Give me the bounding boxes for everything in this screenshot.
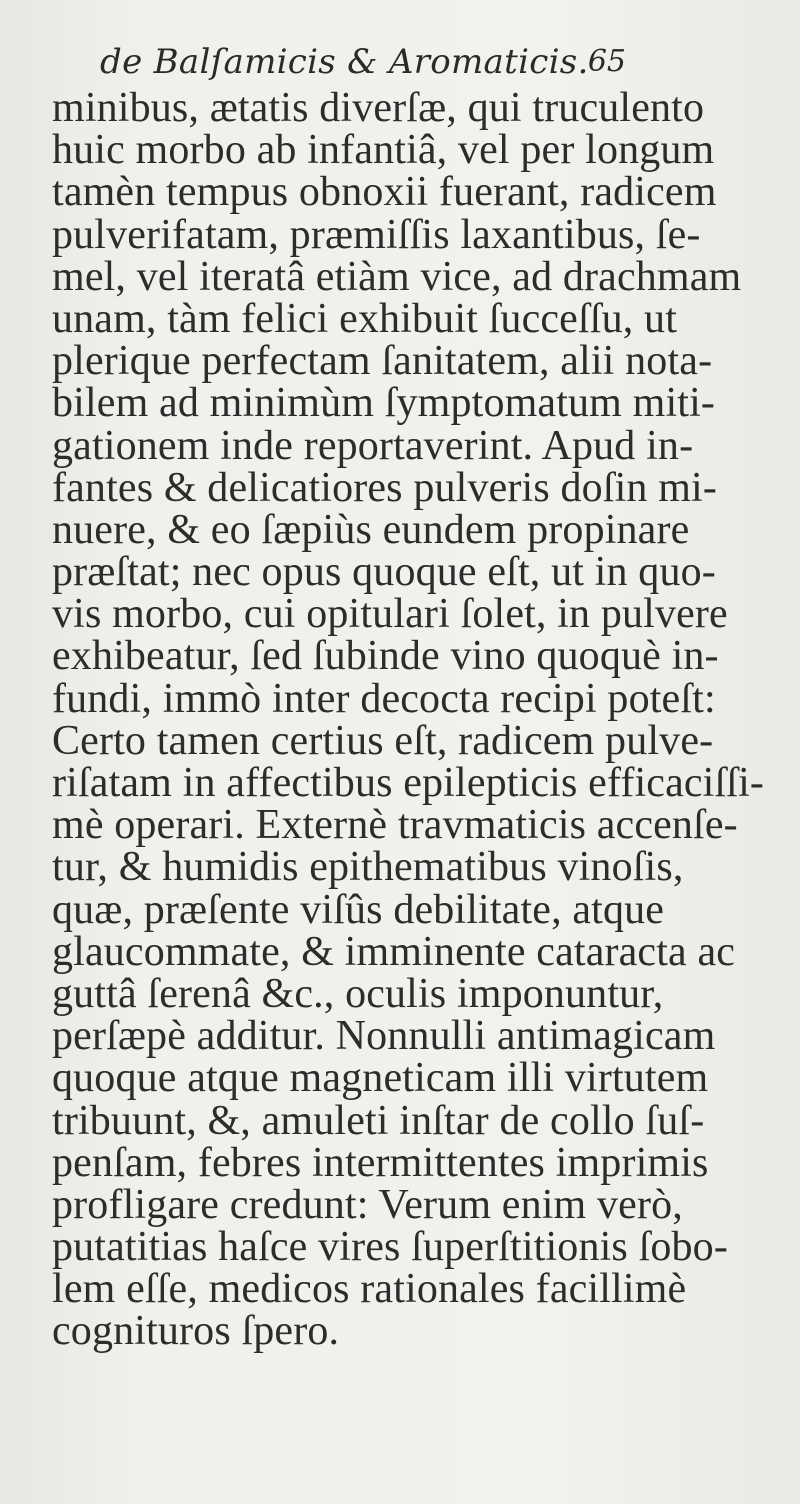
text-line: putatitias haſce vires ſuperſtitionis ſobo-	[52, 1224, 728, 1271]
text-line: perſæpè additur. Nonnulli antimagicam	[52, 1013, 716, 1060]
text-line: huic morbo ab infantiâ, vel per longum	[52, 127, 715, 174]
text-line: quæ, præſente viſûs debilitate, atque	[52, 886, 665, 933]
text-line: bilem ad minimùm ſymptomatum miti-	[52, 380, 716, 427]
text-line: guttâ ſerenâ &c., oculis imponuntur,	[52, 970, 664, 1017]
text-line: glaucommate, & imminente cataracta ac	[52, 928, 736, 975]
text-line: præſtat; nec opus quoque eſt, ut in quo-	[52, 549, 716, 596]
text-line: tamèn tempus obnoxii fuerant, radicem	[52, 169, 717, 216]
text-line: vis morbo, cui opitulari ſolet, in pulvere	[52, 591, 728, 638]
page-header	[100, 42, 626, 88]
text-line: tur, & humidis epithematibus vinoſis,	[52, 844, 684, 891]
text-line: tribuunt, &, amuleti inſtar de collo ſuſ-	[52, 1097, 705, 1144]
text-line: lem eſſe, medicos rationales facillimè	[52, 1266, 687, 1313]
text-line: exhibeatur, ſed ſubinde vino quoquè in-	[52, 633, 719, 680]
text-line: mè operari. Externè travmaticis accenſe-	[52, 802, 738, 849]
text-line: profligare credunt: Verum enim verò,	[52, 1181, 683, 1228]
text-line: nuere, & eo ſæpiùs eundem propinare	[52, 506, 690, 553]
text-line: Certo tamen certius eſt, radicem pulve-	[52, 717, 714, 764]
text-line: cognituros ſpero.	[52, 1308, 340, 1355]
running-title: de Balſamicis & Aromaticis.	[100, 42, 589, 82]
text-line: fundi, immò inter decocta recipi poteſt:	[52, 675, 716, 722]
text-line: fantes & delicatiores pulveris doſin mi-	[52, 464, 717, 511]
text-line: unam, tàm felici exhibuit ſucceſſu, ut	[52, 295, 678, 342]
text-line: plerique perfectam ſanitatem, alii nota-	[52, 338, 713, 385]
page-number: 65	[587, 44, 626, 79]
text-line: riſatam in affectibus epilepticis efficaciſſi-	[52, 760, 765, 806]
text-line: penſam, febres intermittentes imprimis	[52, 1139, 709, 1186]
text-line: mel, vel iteratâ etiàm vice, ad drachmam	[52, 253, 742, 300]
text-line: minibus, ætatis diverſæ, qui truculento	[52, 85, 705, 131]
text-line: quoque atque magneticam illi virtutem	[52, 1055, 709, 1102]
text-line: gationem inde reportaverint. Apud in-	[52, 422, 694, 469]
body-text	[52, 87, 772, 1353]
text-line: pulverifatam, præmiſſis laxantibus, ſe-	[52, 211, 701, 258]
